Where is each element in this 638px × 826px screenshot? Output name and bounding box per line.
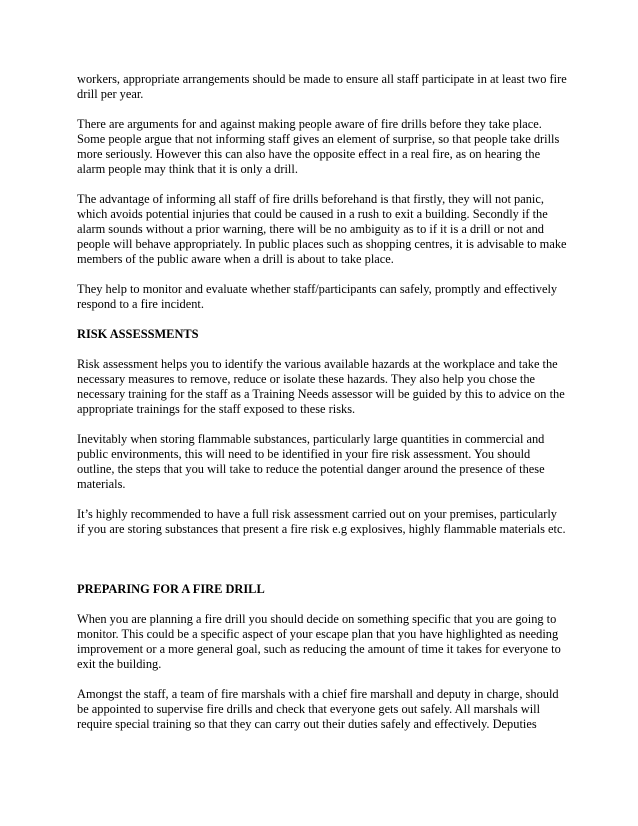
paragraph-informing-advantages: The advantage of informing all staff of fire drills beforehand is that firstly, they will not panic, which avoids potential injuries that could be caused in a rush to exit a building. Secondly if the alarm sounds without a prior warning, there will be no ambiguity as to if it is a drill or not and people will behave appropriately. In public places such as shopping centres, it is advisable to make members of the public aware when a drill is about to take place. bbox=[77, 192, 567, 266]
section-spacer bbox=[77, 552, 567, 582]
paragraph-risk-assessment-purpose: Risk assessment helps you to identify the various available hazards at the workplace and take the necessary measures to remove, reduce or isolate these hazards. They also help you chose the necessary training for the staff as a Training Needs assessor will be guided by this to advice on the appropriate trainings for the staff exposed to these risks. bbox=[77, 357, 565, 416]
paragraph-planning-drill: When you are planning a fire drill you should decide on something specific that you are going to monitor. This could be a specific aspect of your escape plan that you have highlighted as needing improvement or a more general goal, such as reducing the amount of time it takes for everyone to exit the building. bbox=[77, 612, 561, 671]
section-heading-preparing-fire-drill: PREPARING FOR A FIRE DRILL bbox=[77, 582, 265, 596]
paragraph-full-risk-assessment: It’s highly recommended to have a full risk assessment carried out on your premises, particularly if you are storing substances that present a fire risk e.g explosives, highly flammable materials etc. bbox=[77, 507, 566, 536]
section-heading-risk-assessments: RISK ASSESSMENTS bbox=[77, 327, 199, 341]
paragraph-monitor-evaluate: They help to monitor and evaluate whether staff/participants can safely, promptly and effectively respond to a fire incident. bbox=[77, 282, 558, 311]
paragraph-informing-arguments: There are arguments for and against making people aware of fire drills before they take place. Some people argue that not informing staff gives an element of surprise, so that people take drills more seriously. However this can also have the opposite effect in a real fire, as on hearing the alarm people may think that it is only a drill. bbox=[77, 117, 560, 176]
paragraph-fire-drill-frequency: workers, appropriate arrangements should be made to ensure all staff participate in at least two fire drill per year. bbox=[77, 72, 567, 101]
document-body bbox=[77, 72, 567, 747]
paragraph-fire-marshals: Amongst the staff, a team of fire marshals with a chief fire marshall and deputy in charge, should be appointed to supervise fire drills and check that everyone gets out safely. All marshals will require special training so that they can carry out their duties safely and effectively. Deputies bbox=[77, 687, 559, 731]
paragraph-flammable-substances: Inevitably when storing flammable substances, particularly large quantities in commercial and public environments, this will need to be identified in your fire risk assessment. You should outline, the steps that you will take to reduce the potential danger around the presence of these materials. bbox=[77, 432, 545, 491]
